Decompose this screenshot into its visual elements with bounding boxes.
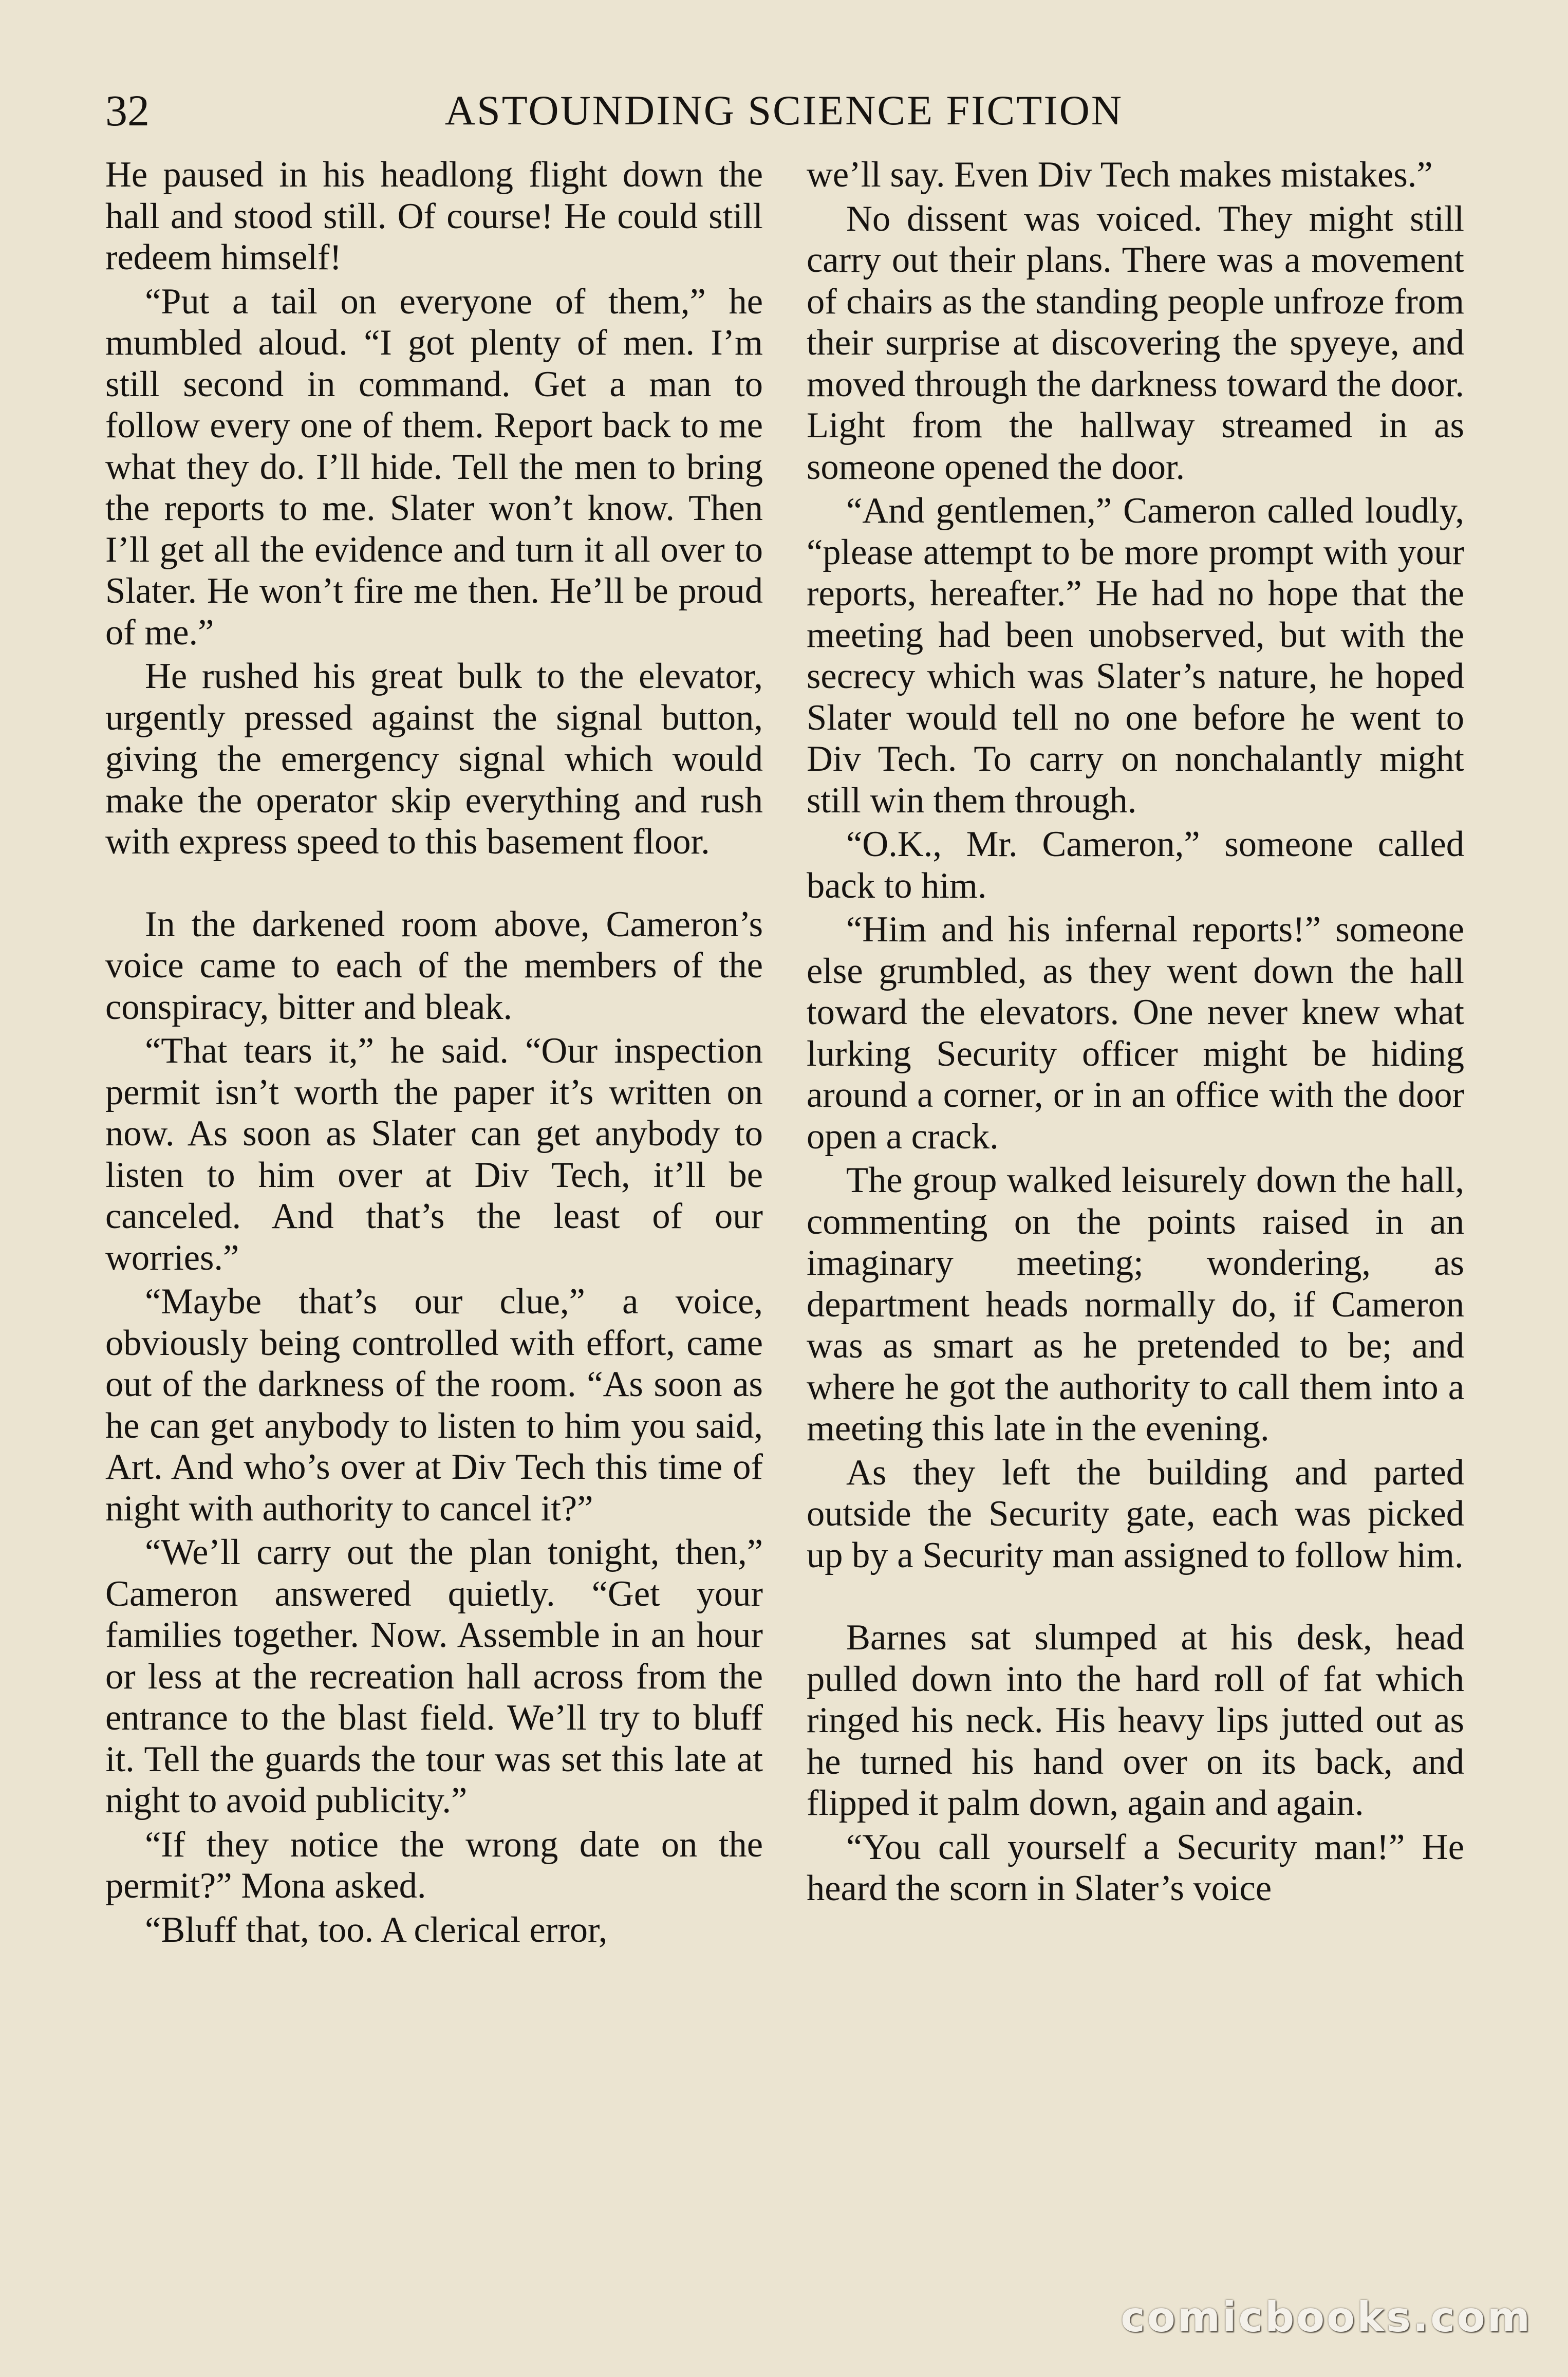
paragraph: He rushed his great bulk to the elevator, urgently pressed against the signal button, giving the emergency signal which would make the operator skip everything and rush with express speed to this basement floor.	[105, 656, 763, 862]
paragraph: “You call yourself a Security man!” He heard the scorn in Slater’s voice	[807, 1827, 1464, 1908]
paragraph: “O.K., Mr. Cameron,” someone called back to him.	[807, 824, 1464, 906]
paragraph: No dissent was voiced. They might still carry out their plans. There was a movement of chairs as the standing people unfroze from their surprise at discovering the spyeye, and moved through the darkness toward the door. Light from the hallway streamed in as someone opened the door.	[807, 198, 1464, 487]
right-column	[807, 154, 1464, 2225]
paragraph: In the darkened room above, Cameron’s voice came to each of the members of the conspiracy, bitter and bleak.	[105, 904, 763, 1027]
paragraph: we’ll say. Even Div Tech makes mistakes.”	[807, 155, 1433, 195]
left-column	[105, 154, 763, 2225]
paragraph: He paused in his headlong flight down the hall and stood still. Of course! He could still redeem himself!	[105, 155, 763, 277]
paragraph: “Him and his infernal reports!” someone else grumbled, as they went down the hall toward the elevators. One never knew what lurking Security officer might be hiding around a corner, or in an office with the door open a crack.	[807, 909, 1464, 1157]
paragraph: “And gentlemen,” Cameron called loudly, “please attempt to be more prompt with your reports, hereafter.” He had no hope that the meeting had been unobserved, but with the secrecy which was Slater’s nature, he hoped Slater would tell no one before he went to Div Tech. To carry on nonchalantly might still win them through.	[807, 491, 1464, 821]
page-header	[105, 82, 1463, 139]
paragraph: As they left the building and parted outside the Security gate, each was picked up by a Security man assigned to follow him.	[807, 1452, 1464, 1575]
paragraph: “Put a tail on everyone of them,” he mumbled aloud. “I got plenty of men. I’m still second in command. Get a man to follow every one of them. Report back to me what they do. I’ll hide. Tell the men to bring the reports to me. Slater won’t know. Then I’ll get all the evidence and turn it all over to Slater. He won’t fire me then. He’ll be proud of me.”	[105, 281, 763, 653]
paragraph: “Maybe that’s our clue,” a voice, obviously being controlled with effort, came out of the darkness of the room. “As soon as he can get anybody to listen to him you said, Art. And who’s over at Div Tech this time of night with authority to cancel it?”	[105, 1282, 763, 1529]
paragraph: The group walked leisurely down the hall, commenting on the points raised in an imaginary meeting; wondering, as department heads normally do, if Cameron was as smart as he pretended to be; and where he got the authority to call them into a meeting this late in the evening.	[807, 1160, 1464, 1449]
paragraph: “That tears it,” he said. “Our inspection permit isn’t worth the paper it’s written on now. As soon as Slater can get anybody to listen to him over at Div Tech, it’ll be canceled. And that’s the least of our worries.”	[105, 1031, 763, 1278]
text-columns	[105, 154, 1464, 2225]
paragraph: “If they notice the wrong date on the permit?” Mona asked.	[105, 1824, 763, 1906]
running-title: ASTOUNDING SCIENCE FICTION	[444, 87, 1124, 134]
page-number: 32	[105, 86, 150, 135]
paragraph: “We’ll carry out the plan tonight, then,” Cameron answered quietly. “Get your families together. Now. Assemble in an hour or less at the recreation hall across from the entrance to the blast field. We’ll try to bluff it. Tell the guards the tour was set this late at night to avoid publicity.”	[105, 1532, 763, 1821]
paragraph: “Bluff that, too. A clerical error,	[145, 1909, 608, 1950]
paragraph: Barnes sat slumped at his desk, head pulled down into the hard roll of fat which ringed his neck. His heavy lips jutted out as he turned his hand over on its back, and flipped it palm down, again and again.	[807, 1618, 1464, 1823]
watermark: comicbooks.com	[1121, 2293, 1532, 2341]
